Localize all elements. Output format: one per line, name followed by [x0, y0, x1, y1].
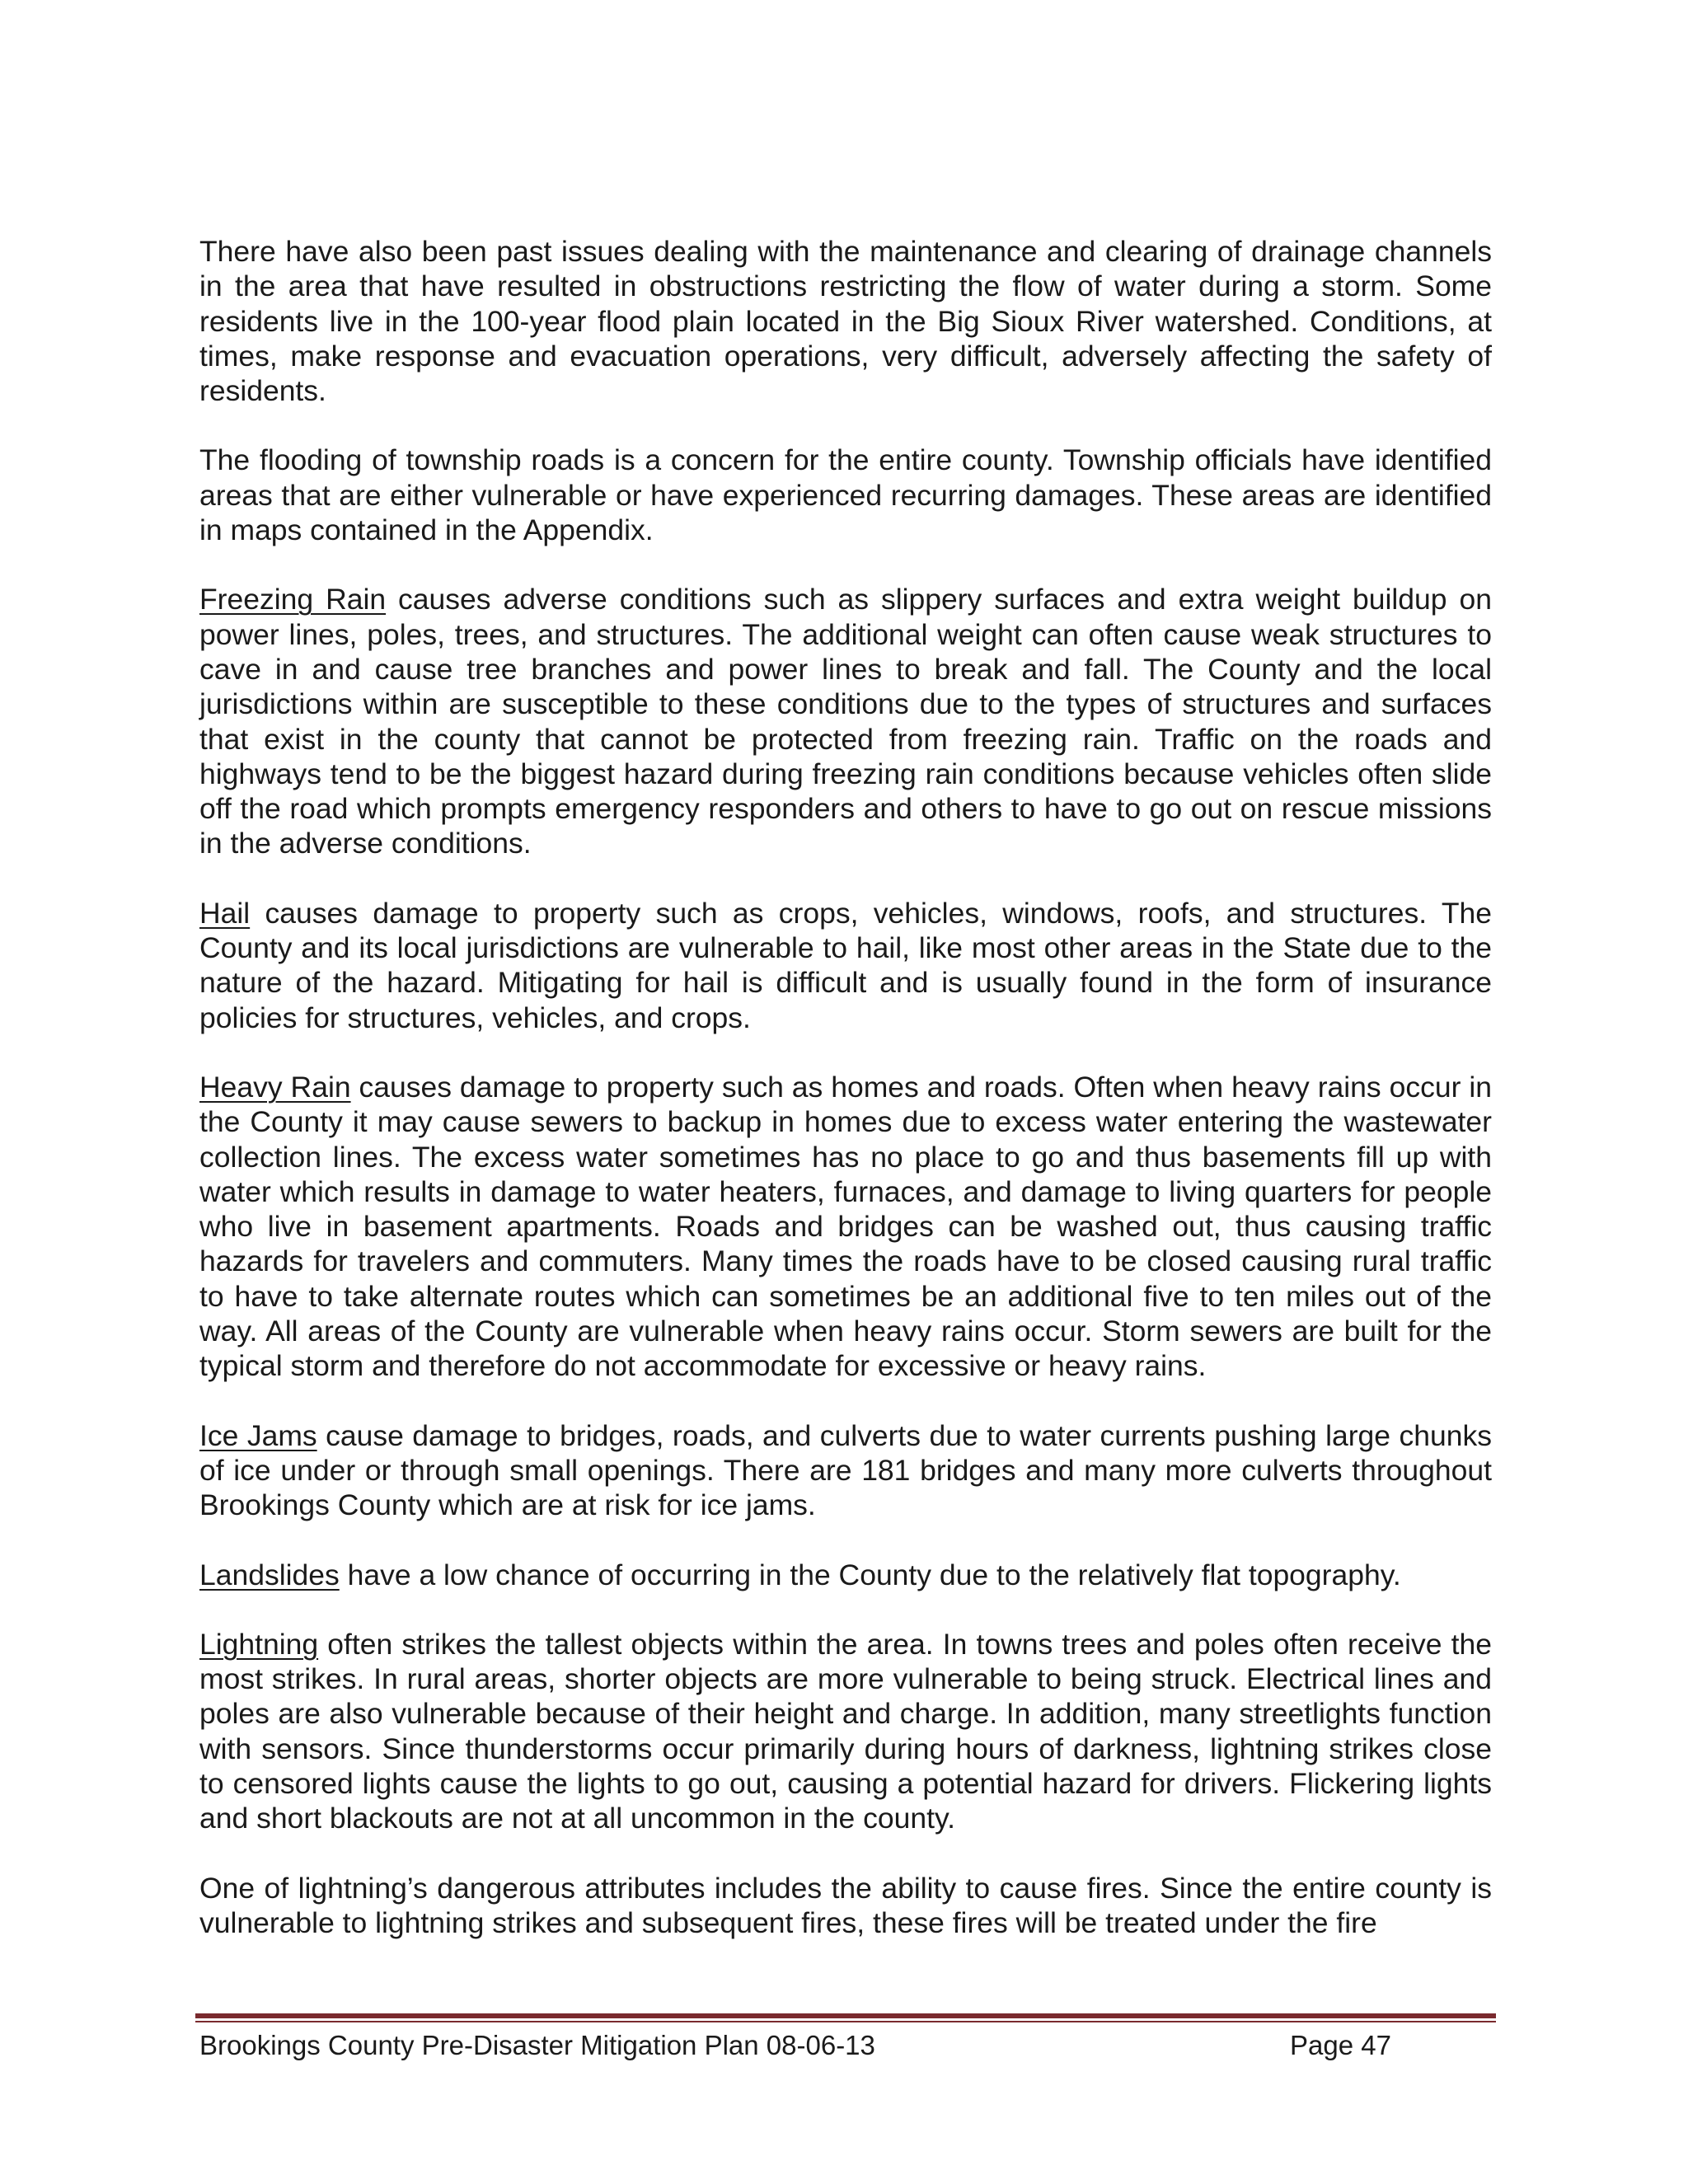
paragraph-text: causes damage to property such as homes and roads. Often when heavy rains occur in the County it may cause sewers to backup in homes due to excess water entering the wastewater collection lines. The excess water sometimes has no place to go and thus basements fill up with water which results in damage to water heaters, furnaces, and damage to living quarters for people who live in basement apartments. Roads and bridges can be washed out, thus causing traffic hazards for travelers and commuters. Many times the roads have to be closed causing rural traffic to have to take alternate routes which can sometimes be an additional five to ten miles out of the way. All areas of the County are vulnerable when heavy rains occur. Storm sewers are built for the typical storm and therefore do not accommodate for excessive or heavy rains. [199, 1070, 1492, 1383]
hazard-term-ice-jams: Ice Jams [199, 1418, 317, 1452]
paragraph-text: There have also been past issues dealing with the maintenance and clearing of drainage channels in the area that have resulted in obstructions restricting the flow of water during a storm. Some residents live in the 100-year flood plain located in the Big Sioux River watershed. Conditions, at times, make response and evacuation operations, very difficult, adversely affecting the safety of residents. [199, 235, 1492, 408]
paragraph-text: often strikes the tallest objects within the area. In towns trees and poles often receive the most strikes. In rural areas, shorter objects are more vulnerable to being struck. Electrical lines and poles are also vulnerable because of their height and charge. In addition, many streetlights function with sensors. Since thunderstorms occur primarily during hours of darkness, lightning strikes close to censored lights cause the lights to go out, causing a potential hazard for drivers. Flickering lights and short blackouts are not at all uncommon in the county. [199, 1627, 1492, 1835]
paragraph-lightning-fires [199, 1871, 1492, 1941]
paragraph-township-roads [199, 443, 1492, 547]
hazard-term-lightning: Lightning [199, 1627, 319, 1661]
paragraph-hail [199, 896, 1492, 1035]
footer-divider-thin [195, 2021, 1496, 2022]
paragraph-lightning [199, 1627, 1492, 1836]
hazard-term-landslides: Landslides [199, 1558, 340, 1591]
paragraph-landslides [199, 1558, 1492, 1592]
paragraph-freezing-rain [199, 582, 1492, 860]
paragraph-text: have a low chance of occurring in the County due to the relatively flat topography. [339, 1558, 1401, 1591]
footer-divider-thick [195, 2013, 1496, 2018]
footer-document-title: Brookings County Pre-Disaster Mitigation Plan 08-06-13 [199, 2030, 875, 2060]
paragraph-drainage [199, 234, 1492, 408]
paragraph-heavy-rain [199, 1070, 1492, 1384]
footer-page-number: Page 47 [1290, 2030, 1391, 2060]
hazard-term-heavy-rain: Heavy Rain [199, 1070, 351, 1104]
paragraph-ice-jams [199, 1418, 1492, 1523]
document-body [199, 234, 1492, 1975]
paragraph-text: causes damage to property such as crops, vehicles, windows, roofs, and structures. The County and its local jurisdictions are vulnerable to hail, like most other areas in the State due to the nature of the hazard. Mitigating for hail is difficult and is usually found in the form of insurance policies for structures, vehicles, and crops. [199, 896, 1492, 1034]
hazard-term-freezing-rain: Freezing Rain [199, 583, 387, 616]
paragraph-text: The flooding of township roads is a concern for the entire county. Township officials have identified areas that are either vulnerable or have experienced recurring damages. These areas are identified in maps contained in the Appendix. [199, 443, 1492, 547]
paragraph-text: causes adverse conditions such as slippery surfaces and extra weight buildup on power lines, poles, trees, and structures. The additional weight can often cause weak structures to cave in and cause tree branches and power lines to break and fall. The County and the local jurisdictions within are susceptible to these conditions due to the types of structures and surfaces that exist in the county that cannot be protected from freezing rain. Traffic on the roads and highways tend to be the biggest hazard during freezing rain conditions because vehicles often slide off the road which prompts emergency responders and others to have to go out on rescue missions in the adverse conditions. [199, 583, 1492, 860]
paragraph-text: One of lightning’s dangerous attributes includes the ability to cause fires. Since the entire county is vulnerable to lightning strikes and subsequent fires, these fires will be treated under the fire [199, 1871, 1492, 1939]
paragraph-text: cause damage to bridges, roads, and culverts due to water currents pushing large chunks of ice under or through small openings. There are 181 bridges and many more culverts throughout Brookings County which are at risk for ice jams. [199, 1418, 1492, 1522]
hazard-term-hail: Hail [199, 896, 251, 930]
